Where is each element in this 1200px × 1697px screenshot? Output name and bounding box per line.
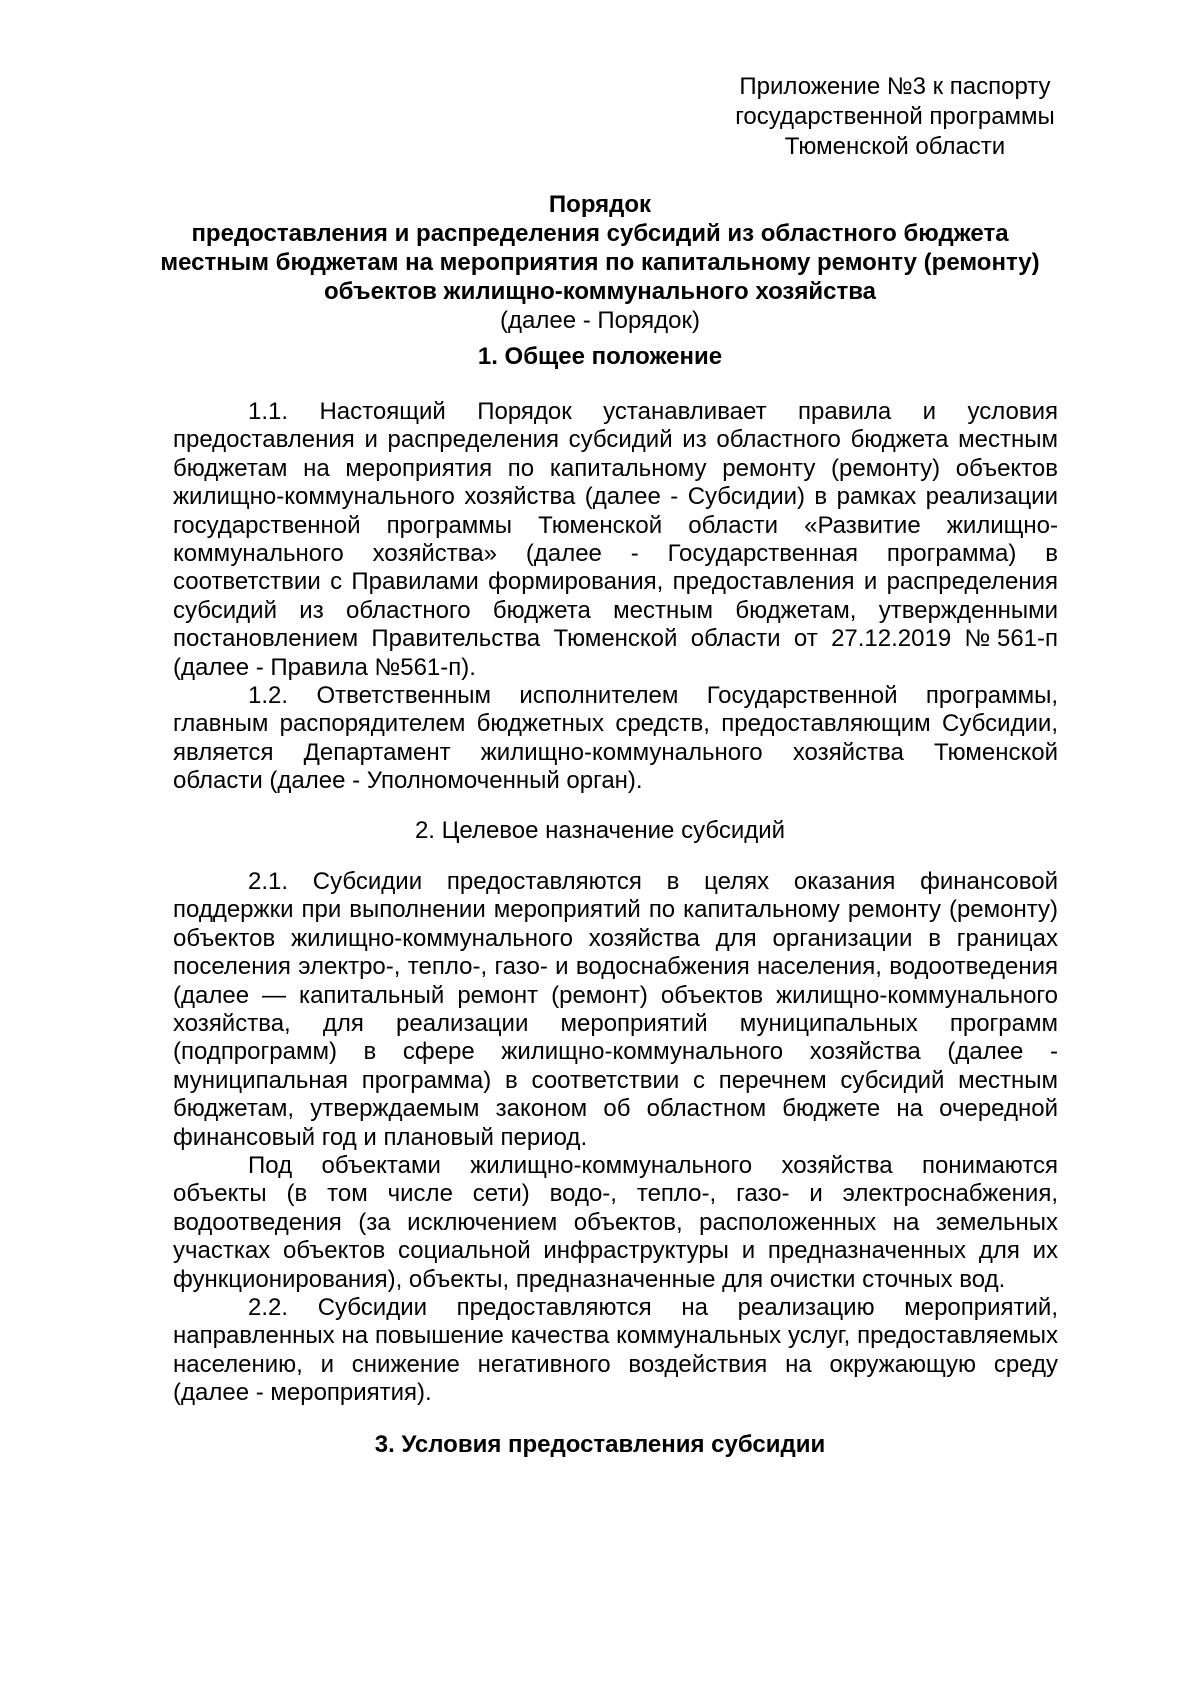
appendix-line-2: государственной программы bbox=[735, 103, 1055, 130]
title-line-2: предоставления и распределения субсидий из областного бюджета bbox=[191, 220, 1009, 247]
appendix-line-3: Тюменской области bbox=[784, 133, 1006, 160]
appendix-note bbox=[700, 72, 1090, 162]
paragraph-1-2: 1.2. Ответственным исполнителем Государственной программы, главным распорядителем бюджетных средств, предоставляющим Субсидии, является Департамент жилищно-коммунального хозяйства Тюменской области (далее - Уполномоченный орган). bbox=[173, 682, 1058, 795]
paragraph-2-1-objects: Под объектами жилищно-коммунального хозяйства понимаются объекты (в том числе сети) водо-, тепло-, газо- и электроснабжения, водоотведения (за исключением объектов, расположенных на земельных участках объектов социальной инфраструктуры и предназначенных для их функционирования), объекты, предназначенные для очистки сточных вод. bbox=[173, 1152, 1058, 1293]
appendix-line-1: Приложение №3 к паспорту bbox=[739, 73, 1051, 100]
title-line-3: местным бюджетам на мероприятия по капитальному ремонту (ремонту) bbox=[160, 249, 1040, 276]
title-note: (далее - Порядок) bbox=[500, 307, 700, 334]
title-line-4: объектов жилищно-коммунального хозяйства bbox=[324, 278, 876, 305]
section-2-heading: 2. Целевое назначение субсидий bbox=[414, 817, 786, 844]
paragraph-2-1: 2.1. Субсидии предоставляются в целях оказания финансовой поддержки при выполнении мероприятий по капитальному ремонту (ремонту) объектов жилищно-коммунального хозяйства для организации в границах поселения электро-, тепло-, газо- и водоснабжения населения, водоотведения (далее — капитальный ремонт (ремонт) объектов жилищно-коммунального хозяйства, для реализации мероприятий муниципальных программ (подпрограмм) в сфере жилищно-коммунального хозяйства (далее - муниципальная программа) в соответствии с перечнем субсидий местным бюджетам, утверждаемым законом об областном бюджете на очередной финансовый год и плановый период. bbox=[173, 868, 1058, 1151]
title-line-1: Порядок bbox=[548, 191, 652, 218]
section-3-heading: 3. Условия предоставления субсидии bbox=[374, 1431, 826, 1458]
document-title bbox=[150, 190, 1050, 335]
section-1-heading: 1. Общее положение bbox=[477, 343, 723, 370]
paragraph-2-2: 2.2. Субсидии предоставляются на реализацию мероприятий, направленных на повышение качества коммунальных услуг, предоставляемых населению, и снижение негативного воздействия на окружающую среду (далее - мероприятия). bbox=[173, 1294, 1058, 1407]
paragraph-1-1: 1.1. Настоящий Порядок устанавливает правила и условия предоставления и распределения субсидий из областного бюджета местным бюджетам на мероприятия по капитальному ремонту (ремонту) объектов жилищно-коммунального хозяйства (далее - Субсидии) в рамках реализации государственной программы Тюменской области «Развитие жилищно-коммунального хозяйства» (далее - Государственная программа) в соответствии с Правилами формирования, предоставления и распределения субсидий из областного бюджета местным бюджетам, утвержденными постановлением Правительства Тюменской области от 27.12.2019 №561-п (далее - Правила №561-п). bbox=[173, 398, 1058, 681]
